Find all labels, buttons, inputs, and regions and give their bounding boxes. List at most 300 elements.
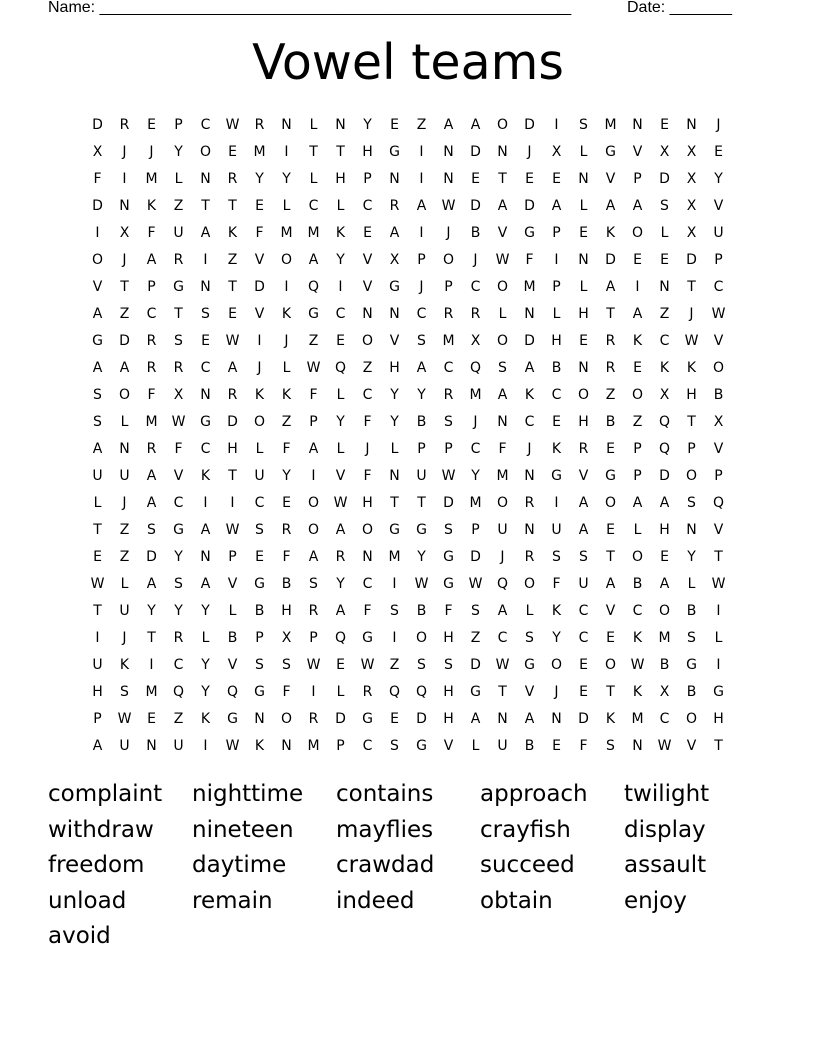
- grid-letter: L: [309, 117, 318, 133]
- grid-letter: H: [335, 171, 346, 187]
- grid-letter: M: [442, 333, 455, 349]
- grid-letter: B: [470, 225, 481, 241]
- grid-letter: O: [685, 468, 698, 484]
- grid-letter: A: [551, 198, 562, 214]
- grid-letter: P: [309, 414, 318, 430]
- grid-letter: G: [713, 684, 724, 700]
- grid-letter: V: [497, 225, 508, 241]
- grid-letter: E: [390, 711, 399, 727]
- grid-letter: M: [280, 225, 293, 241]
- grid-letter: L: [471, 738, 480, 754]
- grid-letter: T: [93, 603, 102, 619]
- grid-letter: J: [284, 333, 289, 349]
- grid-letter: J: [554, 684, 559, 700]
- grid-letter: O: [496, 117, 509, 133]
- grid-letter: A: [470, 711, 481, 727]
- grid-letter: K: [227, 225, 238, 241]
- grid-letter: O: [712, 360, 725, 376]
- grid-letter: E: [336, 657, 345, 673]
- grid-letter: L: [579, 144, 588, 160]
- grid-letter: O: [91, 252, 104, 268]
- grid-letter: B: [524, 738, 535, 754]
- grid-letter: M: [469, 495, 482, 511]
- grid-letter: C: [362, 198, 373, 214]
- grid-letter: D: [659, 468, 670, 484]
- grid-letter: V: [713, 198, 724, 214]
- grid-letter: Q: [388, 684, 401, 700]
- word-list-item: display: [624, 816, 706, 843]
- grid-letter: O: [280, 711, 293, 727]
- grid-letter: Z: [659, 306, 670, 322]
- grid-letter: G: [605, 144, 616, 160]
- grid-letter: I: [284, 279, 289, 295]
- grid-letter: Y: [390, 387, 399, 403]
- grid-letter: I: [419, 225, 424, 241]
- grid-letter: W: [441, 198, 456, 214]
- grid-letter: P: [309, 630, 318, 646]
- grid-letter: L: [714, 630, 723, 646]
- grid-letter: Y: [255, 171, 264, 187]
- grid-letter: L: [660, 225, 669, 241]
- grid-letter: N: [524, 468, 535, 484]
- grid-letter: E: [255, 549, 264, 565]
- grid-letter: R: [362, 684, 373, 700]
- grid-letter: C: [551, 387, 562, 403]
- grid-letter: N: [200, 387, 211, 403]
- grid-letter: U: [173, 225, 184, 241]
- grid-letter: V: [362, 252, 373, 268]
- grid-letter: N: [443, 144, 454, 160]
- grid-letter: Y: [390, 414, 399, 430]
- date-field-label: Date: _______: [627, 0, 732, 16]
- grid-letter: G: [227, 711, 238, 727]
- grid-letter: M: [145, 414, 158, 430]
- grid-letter: Z: [605, 387, 616, 403]
- grid-letter: R: [173, 252, 184, 268]
- grid-letter: Q: [226, 684, 239, 700]
- grid-letter: Y: [201, 657, 210, 673]
- grid-letter: R: [605, 333, 616, 349]
- grid-letter: Q: [334, 360, 347, 376]
- grid-letter: N: [497, 711, 508, 727]
- grid-letter: I: [716, 603, 721, 619]
- grid-letter: F: [579, 738, 588, 754]
- grid-letter: F: [525, 252, 534, 268]
- grid-letter: D: [227, 414, 238, 430]
- word-list: [48, 777, 768, 955]
- grid-letter: O: [199, 144, 212, 160]
- grid-letter: N: [524, 306, 535, 322]
- grid-letter: K: [146, 198, 157, 214]
- grid-letter: D: [335, 711, 346, 727]
- grid-letter: J: [716, 117, 721, 133]
- grid-letter: J: [446, 225, 451, 241]
- grid-letter: X: [686, 225, 697, 241]
- grid-letter: V: [713, 522, 724, 538]
- grid-letter: D: [416, 711, 427, 727]
- grid-letter: Z: [281, 414, 292, 430]
- grid-letter: O: [604, 657, 617, 673]
- grid-letter: Z: [119, 522, 130, 538]
- grid-letter: N: [119, 441, 130, 457]
- grid-letter: D: [92, 198, 103, 214]
- grid-letter: L: [282, 360, 291, 376]
- grid-letter: Y: [174, 603, 183, 619]
- grid-letter: O: [361, 522, 374, 538]
- grid-letter: S: [147, 522, 156, 538]
- grid-letter: Y: [363, 117, 372, 133]
- grid-letter: L: [390, 441, 399, 457]
- grid-letter: V: [254, 306, 265, 322]
- grid-letter: R: [146, 360, 157, 376]
- grid-letter: E: [363, 225, 372, 241]
- grid-letter: A: [632, 198, 643, 214]
- grid-letter: S: [390, 603, 399, 619]
- grid-letter: P: [336, 738, 345, 754]
- grid-letter: S: [471, 603, 480, 619]
- grid-letter: P: [417, 252, 426, 268]
- grid-letter: X: [470, 333, 481, 349]
- grid-letter: G: [470, 684, 481, 700]
- grid-letter: R: [227, 387, 238, 403]
- grid-letter: G: [254, 684, 265, 700]
- grid-letter: E: [471, 171, 480, 187]
- grid-letter: I: [311, 684, 316, 700]
- grid-letter: N: [389, 306, 400, 322]
- grid-letter: I: [203, 495, 208, 511]
- grid-letter: C: [497, 630, 508, 646]
- grid-letter: P: [147, 279, 156, 295]
- grid-letter: V: [227, 576, 238, 592]
- grid-letter: Y: [201, 684, 210, 700]
- word-list-item: indeed: [336, 887, 415, 914]
- grid-letter: U: [173, 738, 184, 754]
- grid-letter: U: [713, 225, 724, 241]
- grid-letter: W: [657, 738, 672, 754]
- grid-letter: I: [257, 333, 262, 349]
- grid-letter: G: [605, 468, 616, 484]
- grid-letter: A: [416, 360, 427, 376]
- grid-letter: M: [253, 144, 266, 160]
- grid-letter: Y: [417, 549, 426, 565]
- grid-letter: L: [201, 630, 210, 646]
- grid-letter: A: [524, 360, 535, 376]
- grid-letter: E: [579, 657, 588, 673]
- grid-letter: E: [147, 117, 156, 133]
- grid-letter: F: [174, 441, 183, 457]
- grid-letter: D: [524, 117, 535, 133]
- grid-letter: B: [416, 414, 427, 430]
- grid-letter: P: [633, 441, 642, 457]
- grid-letter: G: [362, 711, 373, 727]
- grid-letter: J: [122, 144, 127, 160]
- grid-letter: Z: [632, 414, 643, 430]
- grid-letter: P: [228, 549, 237, 565]
- grid-letter: E: [201, 333, 210, 349]
- grid-letter: T: [309, 144, 318, 160]
- grid-letter: K: [659, 360, 670, 376]
- grid-letter: C: [362, 738, 373, 754]
- grid-letter: V: [92, 279, 103, 295]
- grid-letter: D: [470, 144, 481, 160]
- word-list-item: freedom: [48, 852, 145, 879]
- grid-letter: B: [281, 576, 292, 592]
- grid-letter: W: [468, 576, 483, 592]
- grid-letter: B: [605, 414, 616, 430]
- grid-letter: B: [659, 657, 670, 673]
- grid-letter: I: [392, 630, 397, 646]
- grid-letter: W: [441, 468, 456, 484]
- grid-letter: M: [496, 468, 509, 484]
- grid-letter: O: [307, 495, 320, 511]
- grid-letter: T: [201, 198, 210, 214]
- grid-letter: J: [527, 144, 532, 160]
- word-list-item: crawdad: [336, 852, 435, 879]
- grid-letter: K: [551, 603, 562, 619]
- grid-letter: S: [444, 657, 453, 673]
- grid-letter: G: [686, 657, 697, 673]
- grid-letter: C: [173, 657, 184, 673]
- grid-letter: K: [632, 333, 643, 349]
- grid-letter: L: [336, 198, 345, 214]
- grid-letter: H: [92, 684, 103, 700]
- grid-letter: F: [282, 441, 291, 457]
- grid-letter: L: [336, 441, 345, 457]
- grid-letter: N: [551, 711, 562, 727]
- grid-letter: A: [92, 441, 103, 457]
- grid-letter: K: [632, 630, 643, 646]
- grid-letter: V: [713, 333, 724, 349]
- grid-letter: G: [551, 468, 562, 484]
- grid-letter: O: [631, 549, 644, 565]
- grid-letter: V: [443, 738, 454, 754]
- grid-letter: W: [495, 252, 510, 268]
- grid-letter: Q: [307, 279, 320, 295]
- grid-letter: N: [389, 171, 400, 187]
- grid-letter: I: [419, 144, 424, 160]
- grid-letter: O: [415, 630, 428, 646]
- grid-letter: N: [362, 549, 373, 565]
- grid-letter: W: [711, 576, 726, 592]
- grid-letter: W: [495, 657, 510, 673]
- word-list-item: enjoy: [624, 887, 687, 914]
- grid-letter: E: [552, 738, 561, 754]
- grid-letter: Y: [552, 630, 561, 646]
- grid-letter: S: [579, 549, 588, 565]
- word-list-item: mayflies: [336, 816, 434, 843]
- grid-letter: O: [118, 387, 131, 403]
- grid-letter: A: [605, 576, 616, 592]
- grid-letter: R: [173, 630, 184, 646]
- grid-letter: A: [146, 495, 157, 511]
- grid-letter: M: [307, 225, 320, 241]
- grid-letter: A: [146, 576, 157, 592]
- grid-letter: R: [470, 306, 481, 322]
- grid-letter: A: [200, 576, 211, 592]
- grid-letter: E: [606, 441, 615, 457]
- grid-letter: P: [687, 441, 696, 457]
- grid-letter: M: [145, 684, 158, 700]
- grid-letter: O: [604, 495, 617, 511]
- grid-letter: D: [605, 252, 616, 268]
- grid-letter: S: [660, 198, 669, 214]
- grid-letter: K: [632, 684, 643, 700]
- grid-letter: M: [631, 711, 644, 727]
- grid-letter: H: [281, 603, 292, 619]
- grid-letter: C: [470, 279, 481, 295]
- word-list-item: assault: [624, 852, 707, 879]
- grid-letter: A: [92, 360, 103, 376]
- grid-letter: D: [524, 333, 535, 349]
- grid-letter: A: [389, 225, 400, 241]
- grid-letter: R: [146, 333, 157, 349]
- grid-letter: K: [254, 738, 265, 754]
- grid-letter: Z: [173, 711, 184, 727]
- grid-letter: N: [254, 711, 265, 727]
- word-list-item: obtain: [480, 887, 553, 914]
- grid-letter: I: [203, 252, 208, 268]
- grid-letter: P: [633, 171, 642, 187]
- grid-letter: O: [631, 387, 644, 403]
- grid-letter: Z: [119, 306, 130, 322]
- word-list-item: contains: [336, 781, 434, 807]
- grid-letter: C: [659, 711, 670, 727]
- grid-letter: B: [686, 603, 697, 619]
- grid-letter: W: [414, 576, 429, 592]
- grid-letter: A: [578, 522, 589, 538]
- grid-letter: V: [254, 252, 265, 268]
- grid-letter: N: [200, 549, 211, 565]
- grid-letter: K: [335, 225, 346, 241]
- grid-letter: S: [552, 549, 561, 565]
- grid-letter: N: [281, 738, 292, 754]
- grid-letter: W: [225, 522, 240, 538]
- grid-letter: W: [360, 657, 375, 673]
- grid-letter: K: [551, 441, 562, 457]
- grid-letter: Z: [362, 360, 373, 376]
- grid-letter: Q: [658, 414, 671, 430]
- grid-letter: C: [578, 603, 589, 619]
- grid-letter: D: [686, 252, 697, 268]
- grid-letter: Y: [201, 603, 210, 619]
- word-list-item: nighttime: [192, 781, 304, 807]
- grid-letter: H: [227, 441, 238, 457]
- grid-letter: R: [308, 711, 319, 727]
- grid-letter: P: [714, 468, 723, 484]
- grid-letter: X: [551, 144, 562, 160]
- grid-letter: N: [443, 171, 454, 187]
- grid-letter: O: [442, 252, 455, 268]
- grid-letter: D: [254, 279, 265, 295]
- grid-letter: A: [227, 360, 238, 376]
- grid-letter: A: [605, 279, 616, 295]
- grid-letter: G: [416, 738, 427, 754]
- grid-letter: P: [363, 171, 372, 187]
- grid-letter: D: [659, 171, 670, 187]
- grid-letter: P: [93, 711, 102, 727]
- grid-letter: E: [552, 171, 561, 187]
- grid-letter: C: [416, 306, 427, 322]
- grid-letter: N: [389, 468, 400, 484]
- grid-letter: G: [362, 630, 373, 646]
- grid-letter: S: [120, 684, 129, 700]
- grid-letter: J: [527, 441, 532, 457]
- grid-letter: A: [632, 495, 643, 511]
- grid-letter: A: [497, 603, 508, 619]
- grid-letter: W: [306, 657, 321, 673]
- grid-letter: Y: [336, 252, 345, 268]
- grid-letter: F: [498, 441, 507, 457]
- grid-letter: F: [363, 468, 372, 484]
- grid-letter: S: [687, 495, 696, 511]
- grid-letter: Y: [147, 603, 156, 619]
- grid-letter: A: [659, 576, 670, 592]
- grid-letter: L: [120, 414, 129, 430]
- grid-letter: W: [171, 414, 186, 430]
- grid-letter: H: [362, 495, 373, 511]
- grid-letter: S: [417, 333, 426, 349]
- grid-letter: E: [579, 684, 588, 700]
- grid-letter: H: [578, 306, 589, 322]
- grid-letter: V: [335, 468, 346, 484]
- grid-letter: Q: [658, 441, 671, 457]
- grid-letter: V: [524, 684, 535, 700]
- grid-letter: U: [254, 468, 265, 484]
- grid-letter: M: [523, 279, 536, 295]
- grid-letter: D: [470, 657, 481, 673]
- grid-letter: Q: [172, 684, 185, 700]
- word-list-item: unload: [48, 887, 127, 914]
- grid-letter: H: [551, 333, 562, 349]
- grid-letter: L: [687, 576, 696, 592]
- grid-letter: I: [554, 252, 559, 268]
- grid-letter: W: [333, 495, 348, 511]
- grid-letter: T: [606, 306, 615, 322]
- grid-letter: B: [713, 387, 724, 403]
- grid-letter: G: [389, 522, 400, 538]
- grid-letter: G: [308, 306, 319, 322]
- grid-letter: C: [524, 414, 535, 430]
- grid-letter: N: [632, 117, 643, 133]
- grid-letter: I: [230, 495, 235, 511]
- grid-letter: K: [200, 711, 211, 727]
- grid-letter: U: [92, 657, 103, 673]
- grid-letter: Y: [471, 468, 480, 484]
- grid-letter: A: [200, 522, 211, 538]
- grid-letter: N: [659, 279, 670, 295]
- grid-letter: S: [93, 387, 102, 403]
- grid-letter: A: [578, 495, 589, 511]
- grid-letter: W: [225, 117, 240, 133]
- grid-letter: S: [417, 657, 426, 673]
- grid-letter: I: [392, 576, 397, 592]
- grid-letter: N: [686, 522, 697, 538]
- grid-letter: S: [93, 414, 102, 430]
- grid-letter: N: [578, 360, 589, 376]
- grid-letter: O: [658, 603, 671, 619]
- grid-letter: C: [362, 387, 373, 403]
- grid-letter: Z: [308, 333, 319, 349]
- grid-letter: R: [254, 117, 265, 133]
- word-list-item: withdraw: [48, 816, 154, 843]
- grid-letter: A: [308, 549, 319, 565]
- grid-letter: I: [554, 117, 559, 133]
- grid-letter: Z: [173, 198, 184, 214]
- grid-letter: D: [119, 333, 130, 349]
- grid-letter: H: [389, 360, 400, 376]
- grid-letter: X: [92, 144, 103, 160]
- word-list-item: avoid: [48, 923, 111, 950]
